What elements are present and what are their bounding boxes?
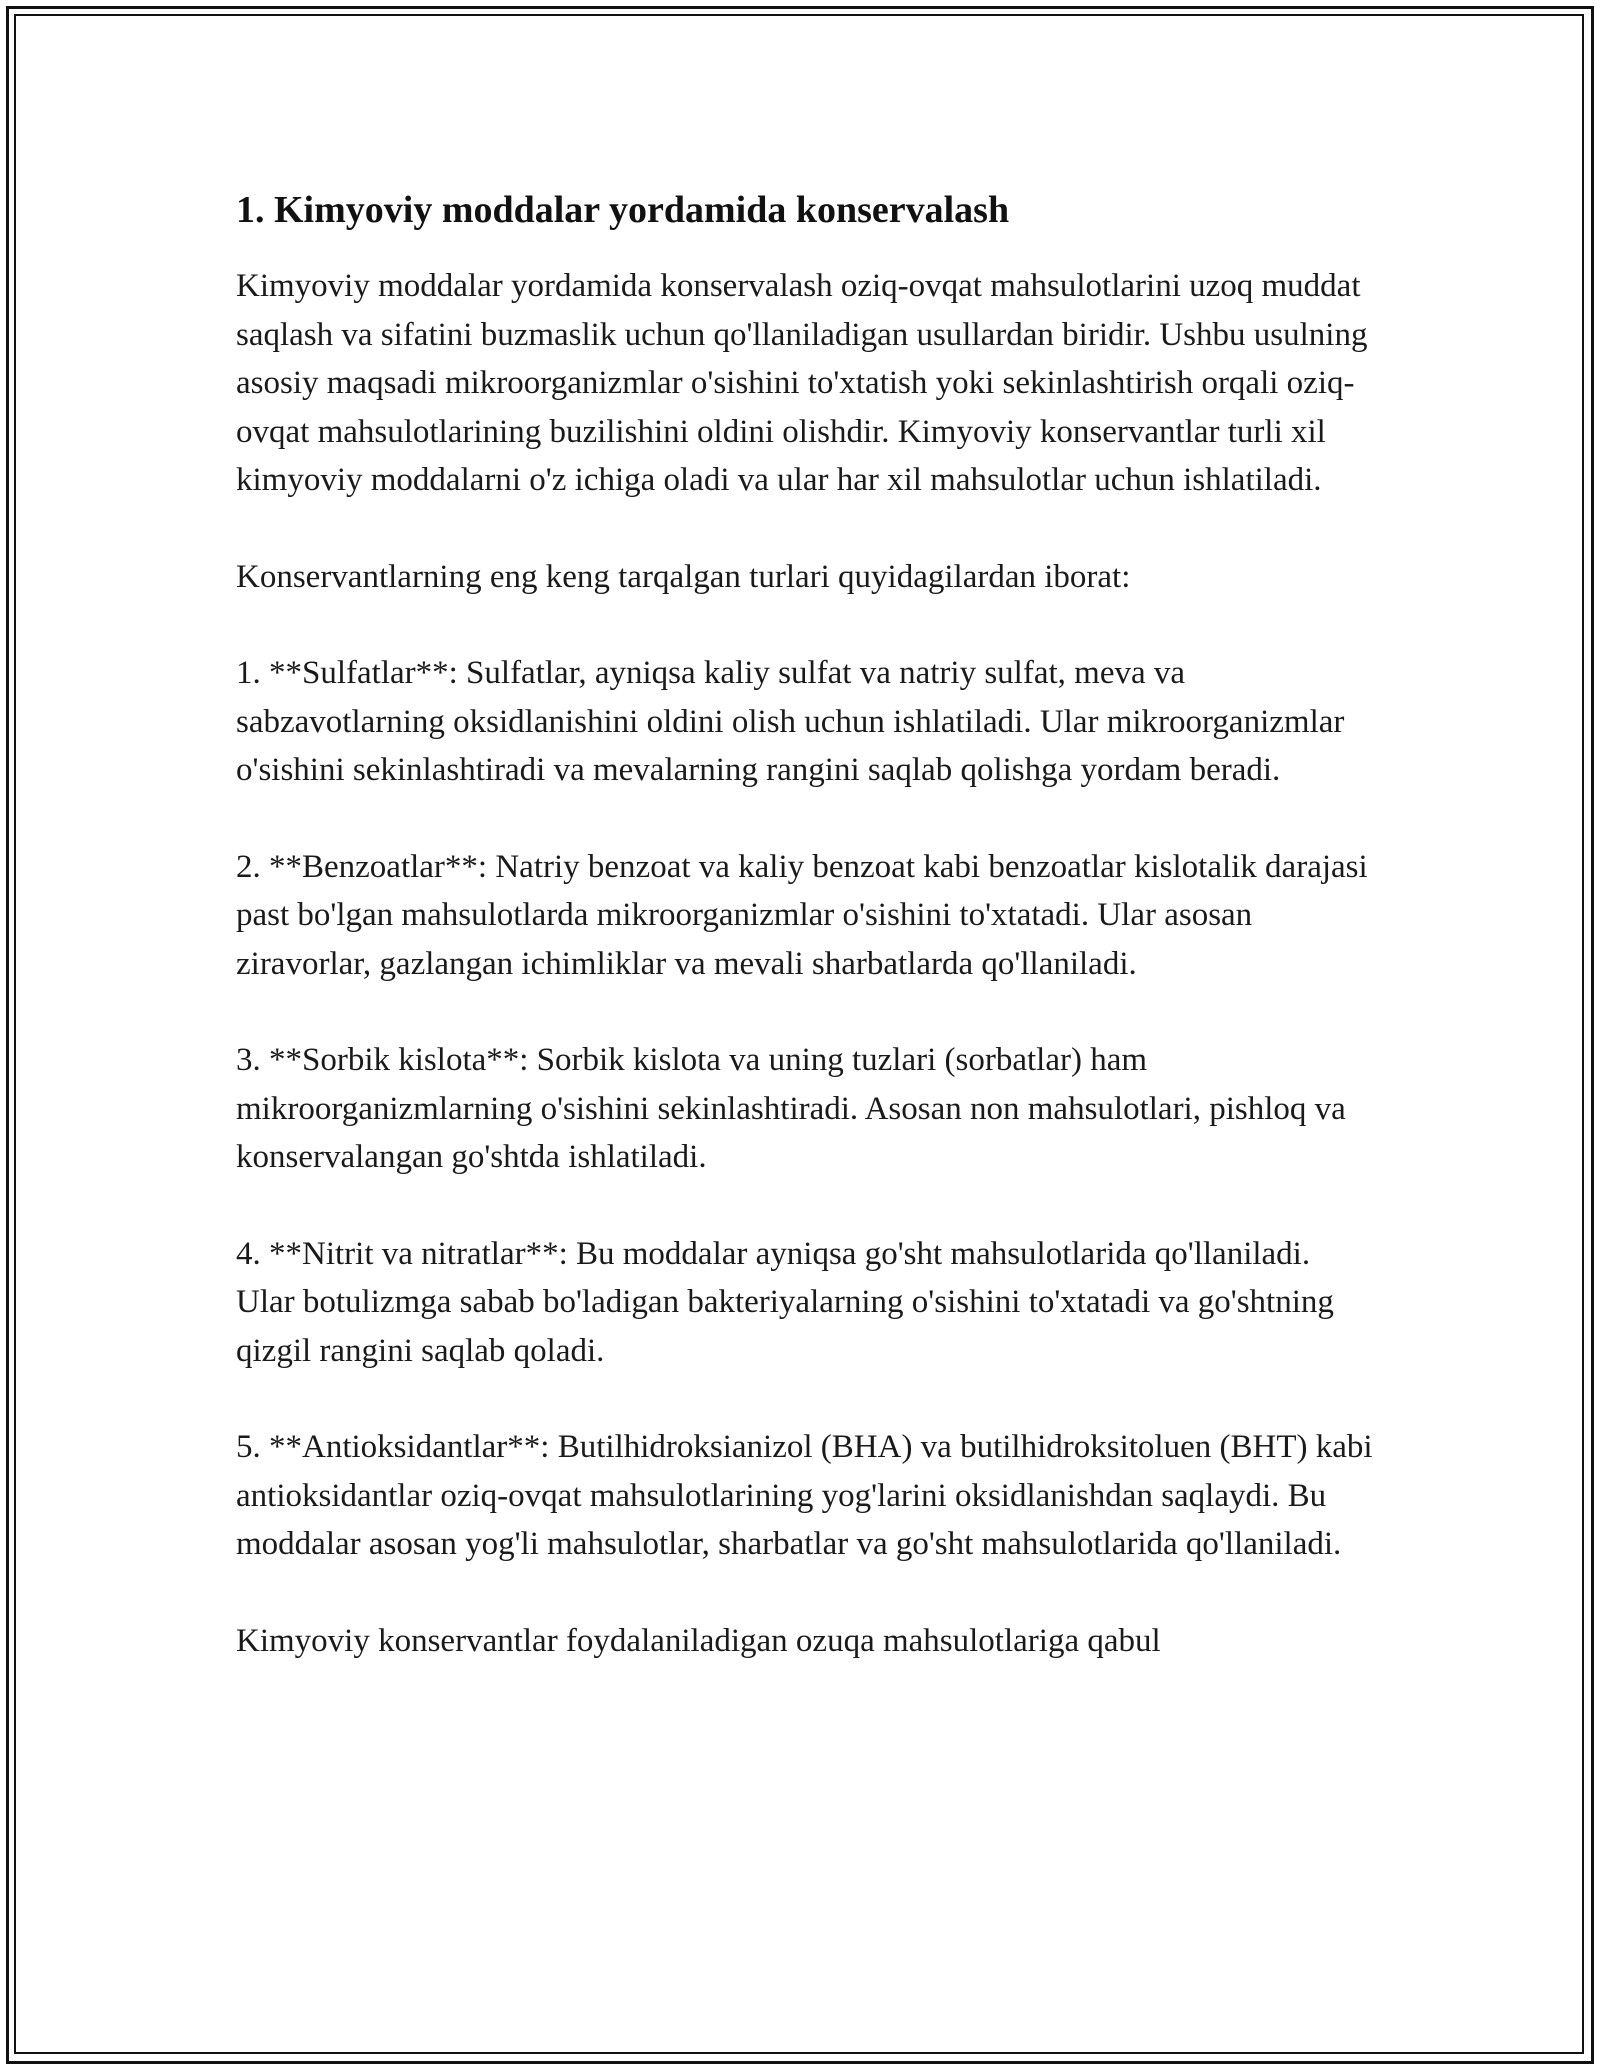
section-heading: 1. Kimyoviy moddalar yordamida konservalash (236, 189, 1010, 231)
list-intro-paragraph: Konservantlarning eng keng tarqalgan turlari quyidagilardan iborat: (236, 558, 1131, 595)
list-item-antioksidantlar: 5. **Antioksidantlar**: Butilhidroksianizol (BHA) va butilhidroksitoluen (BHT) kabi antioksidantlar oziq-ovqat mahsulotlarining yog'larini oksidlanishdan saqlaydi. Bu moddalar asosan yog'li mahsulotlar, sharbatlar va go'sht mahsulotlarida qo'llaniladi. (236, 1429, 1373, 1562)
intro-paragraph: Kimyoviy moddalar yordamida konservalash oziq-ovqat mahsulotlarini uzoq muddat saqlash va sifatini buzmaslik uchun qo'llaniladigan usullardan biridir. Ushbu usulning asosiy maqsadi mikroorganizmlar o'sishini to'xtatish yoki sekinlashtirish orqali oziq-ovqat mahsulotlarining buzilishini oldini olishdir. Kimyoviy konservantlar turli xil kimyoviy moddalarni o'z ichiga oladi va ular har xil mahsulotlar uchun ishlatiladi. (236, 268, 1368, 498)
list-item-nitrit-nitratlar: 4. **Nitrit va nitratlar**: Bu moddalar ayniqsa go'sht mahsulotlarida qo'llaniladi. Ular botulizmga sabab bo'ladigan bakteriyalarning o'sishini to'xtatadi va go'shtning qizgil rangini saqlab qoladi. (236, 1235, 1334, 1369)
closing-paragraph: Kimyoviy konservantlar foydalaniladigan ozuqa mahsulotlariga qabul (236, 1622, 1161, 1659)
list-item-benzoatlar: 2. **Benzoatlar**: Natriy benzoat va kaliy benzoat kabi benzoatlar kislotalik darajasi past bo'lgan mahsulotlarda mikroorganizmlar o'sishini to'xtatadi. Ular asosan ziravorlar, gazlangan ichimliklar va mevali sharbatlarda qo'llaniladi. (236, 848, 1368, 982)
list-item-sorbik-kislota: 3. **Sorbik kislota**: Sorbik kislota va uning tuzlari (sorbatlar) ham mikroorganizmlarning o'sishini sekinlashtiradi. Asosan non mahsulotlari, pishloq va konservalangan go'shtda ishlatiladi. (236, 1042, 1346, 1175)
list-item-sulfatlar: 1. **Sulfatlar**: Sulfatlar, ayniqsa kaliy sulfat va natriy sulfat, meva va sabzavotlarning oksidlanishini oldini olish uchun ishlatiladi. Ular mikroorganizmlar o'sishini sekinlashtiradi va mevalarning rangini saqlab qolishga yordam beradi. (236, 655, 1345, 788)
document-body (236, 186, 1376, 1713)
